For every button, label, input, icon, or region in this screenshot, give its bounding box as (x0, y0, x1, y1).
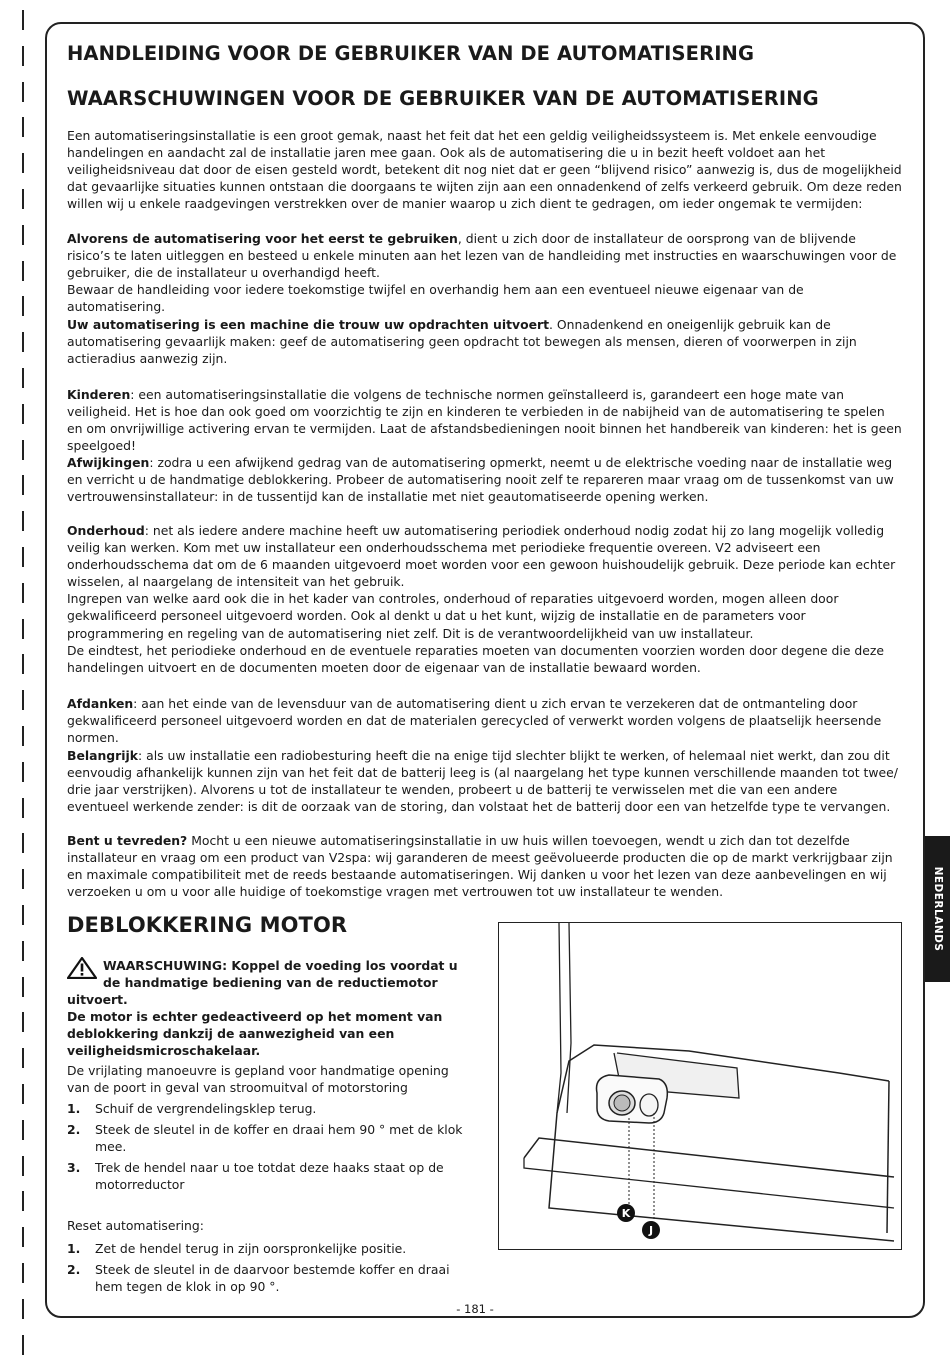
step-item (67, 1240, 472, 1257)
intro-paragraph: Een automatiseringsinstallatie is een groot gemak, naast het feit dat het een geldig veiligheidssysteem is. Met enkele eenvoudige handelingen en aandacht zal de installatie jaren mee gaan. Ook als de automatisering die u in bezit heeft voldoet aan het veiligheidsniveau dat door de eisen gesteld wordt, betekent dit nog niet dat er geen “blijvend risico” aanwezig is, dus de mogelijkheid dat gevaarlijke situaties kunnen ontstaan die doorgaans te wijten zijn aan een onnadenkend of zelfs verkeerd gebruik. Om deze reden willen wij u enkele raadgevingen verstrekken over de manier waarop u zich dient te gedragen, om ieder ongemak te vermijden: (67, 128, 902, 212)
section-heading: Uw automatisering is een machine die trouw uw opdrachten uitvoert (67, 317, 550, 332)
section-paragraph (67, 747, 902, 815)
crop-mark (22, 1120, 24, 1140)
crop-mark (22, 475, 24, 495)
crop-mark (22, 1012, 24, 1032)
section-heading: Alvorens de automatisering voor het eerst te gebruiken (67, 231, 458, 246)
page-number: - 181 - (456, 1302, 494, 1316)
crop-mark (22, 798, 24, 818)
crop-mark (22, 619, 24, 639)
section-text: : een automatiseringsinstallatie die volgens de technische normen geïnstalleerd is, garandeert een hoge mate van veiligheid. Het is hoe dan ook goed om voorzichtig te zijn en kinderen te verbieden in de nabijheid van de automatisering te spelen en om onvrijwillige activering ervan te vermijden. Laat de afstandsbedieningen nooit binnen het handbereik van kinderen: het is geen speelgoed! (67, 387, 902, 454)
section-text: . Onnadenkend en oneigenlijk gebruik kan de automatisering gevaarlijk maken: geef de automatisering geen opdracht tot bewegen als mensen, dieren of voorwerpen in zijn actieradius aanwezig zijn. (67, 317, 857, 367)
label-j: J (648, 1224, 654, 1237)
language-tab-label: NEDERLANDS (931, 866, 944, 952)
crop-mark (22, 440, 24, 460)
reset-title: Reset automatisering: (67, 1218, 204, 1233)
crop-mark (22, 869, 24, 889)
crop-mark (22, 511, 24, 531)
crop-mark (22, 654, 24, 674)
section-text: : als uw installatie een radiobesturing heeft die na enige tijd slechter blijkt te werken, of helemaal niet werkt, dan zou dit eenvoudig afhankelijk kunnen zijn van het feit dat de batterij leeg is (al naargelang het type kunnen verschillende maanden tot twee/ drie jaar verstrijken). Alvorens u tot de installateur te wenden, probeert u de batterij te verwisselen met die van een andere eventueel werkende zender: is dit de oorzaak van de storing, dan volstaat het de batterij door een van hetzelfde type te vervangen. (67, 748, 898, 815)
warnings-title: WAARSCHUWINGEN VOOR DE GEBRUIKER VAN DE AUTOMATISERING (67, 87, 819, 110)
step-item (67, 1159, 472, 1193)
step-text: Trek de hendel naar u toe totdat deze haaks staat op de motorreductor (95, 1160, 444, 1193)
crop-mark (22, 905, 24, 925)
section-heading: Bent u tevreden? (67, 833, 188, 848)
section-text: , dient u zich door de installateur de oorsprong van de blijvende risico’s te laten uitleggen en besteed u enkele minuten aan het lezen van de handleiding met instructies en waarschuwingen voor de gebruiker, die de installateur u overhandigd heeft. Bewaar de handleiding voor iedere toekomstige twijfel en overhandig hem aan een eventueel nieuwe eigenaar van de automatisering. (67, 231, 897, 315)
section-text: : aan het einde van de levensduur van de automatisering dient u zich ervan te verzekeren dat de ontmanteling door gekwalificeerd personeel uitgevoerd worden en dat de materialen gerecycled of verwerkt worden volgens de plaatselijk heersende normen. (67, 696, 882, 746)
section-paragraph (67, 386, 902, 454)
section-paragraph (67, 230, 902, 315)
crop-mark (22, 726, 24, 746)
crop-mark (22, 261, 24, 281)
crop-mark (22, 117, 24, 137)
section-text: : zodra u een afwijkend gedrag van de automatisering opmerkt, neemt u de elektrische voeding naar de installatie weg en verricht u de handmatige deblokkering. Probeer de automatisering nooit zelf te repareren maar vraag om de tussenkomst van uw vertrouwensinstallateur: in de tussentijd kan de installatie met niet geautomatiseerde opening werken. (67, 455, 894, 505)
step-number: 3. (67, 1160, 81, 1176)
crop-mark (22, 404, 24, 424)
step-number: 1. (67, 1101, 81, 1116)
section-heading: Kinderen (67, 387, 131, 402)
warning-block (67, 957, 472, 1060)
crop-mark (22, 332, 24, 352)
language-tab (925, 836, 950, 982)
release-steps-list (67, 1100, 472, 1197)
section-paragraph (67, 832, 902, 900)
section-text: Mocht u een nieuwe automatiseringsinstallatie in uw huis willen toevoegen, wendt u zich dan tot dezelfde installateur en vraag om een product van V2spa: wij garanderen de meest geëvolueerde producten die op de markt verkrijgbaar zijn en maximale compatibiliteit met de reeds bestaande automatiseringen. Wij danken u voor het lezen van deze aanbevelingen en wij verzoeken u om u voor alle huidige of toekomstige vragen met vertrouwen tot uw installateur te wenden. (67, 833, 893, 900)
step-number: 2. (67, 1262, 81, 1278)
section-heading: Onderhoud (67, 523, 145, 538)
section-heading: Afdanken (67, 696, 134, 711)
page-title: HANDLEIDING VOOR DE GEBRUIKER VAN DE AUTOMATISERING (67, 42, 755, 65)
crop-mark (22, 833, 24, 853)
crop-mark (22, 1156, 24, 1176)
crop-marks (22, 0, 26, 1343)
section-paragraph (67, 695, 902, 746)
step-item (67, 1261, 472, 1295)
step-text: Steek de sleutel in de koffer en draai hem 90 ° met de klok mee. (95, 1122, 463, 1155)
section-heading: Belangrijk (67, 748, 138, 763)
step-number: 1. (67, 1241, 81, 1256)
step-text: Steek de sleutel in de daarvoor bestemde koffer en draai hem tegen de klok in op 90 °. (95, 1262, 450, 1295)
crop-mark (22, 583, 24, 603)
crop-mark (22, 189, 24, 209)
section-paragraph (67, 316, 902, 367)
step-item (67, 1100, 472, 1117)
crop-mark (22, 1227, 24, 1247)
crop-mark (22, 10, 24, 30)
crop-mark (22, 46, 24, 66)
crop-mark (22, 1084, 24, 1104)
crop-mark (22, 690, 24, 710)
release-title: DEBLOKKERING MOTOR (67, 913, 348, 937)
crop-mark (22, 1048, 24, 1068)
crop-mark (22, 153, 24, 173)
section-text: : net als iedere andere machine heeft uw automatisering periodiek onderhoud nodig zodat hij zo lang mogelijk volledig veilig kan werken. Kom met uw installateur een onderhoudsschema met periodieke frequentie overeen. V2 adviseert een onderhoudsschema dat om de 6 maanden uitgevoerd moet worden voor een gewoon huishoudelijk gebruik. Deze periode kan echter wisselen, al naargelang de intensiteit van het gebruik. Ingrepen van welke aard ook die in het kader van controles, onderhoud of reparaties uitgevoerd worden, mogen alleen door gekwalificeerd personeel uitgevoerd worden. Ook al denkt u dat u het kunt, wijzig de installatie en de parameters voor programmering en regeling van de automatisering niet zelf. Dit is de verantwoordelijkheid van uw installateur. De eindtest, het periodieke onderhoud en de eventuele reparaties moeten van documenten voorzien worden door degene die deze handelingen uitvoert en de documenten moeten door de eigenaar van de installatie bewaard worden. (67, 523, 896, 675)
step-number: 2. (67, 1122, 81, 1138)
crop-mark (22, 762, 24, 782)
crop-mark (22, 296, 24, 316)
section-paragraph (67, 454, 902, 505)
crop-mark (22, 547, 24, 567)
crop-mark (22, 1191, 24, 1211)
warning-triangle-icon (67, 957, 97, 983)
crop-mark (22, 225, 24, 245)
section-paragraph (67, 522, 902, 676)
crop-mark (22, 1335, 24, 1355)
section-heading: Afwijkingen (67, 455, 150, 470)
label-k: K (621, 1207, 631, 1220)
motor-release-illustration (498, 922, 902, 1250)
crop-mark (22, 977, 24, 997)
warning-text: WAARSCHUWING: Koppel de voeding los voordat u de handmatige bediening van de reductiemotor uitvoert. De motor is echter gedeactiveerd op het moment van deblokkering dankzij de aanwezigheid van een veiligheidsmicroschakelaar. (67, 958, 458, 1059)
crop-mark (22, 1263, 24, 1283)
step-text: Schuif de vergrendelingsklep terug. (95, 1101, 317, 1116)
crop-mark (22, 941, 24, 961)
step-text: Zet de hendel terug in zijn oorspronkelijke positie. (95, 1241, 407, 1256)
step-item (67, 1121, 472, 1155)
reset-steps-list (67, 1240, 472, 1299)
release-intro: De vrijlating manoeuvre is gepland voor handmatige opening van de poort in geval van stroomuitval of motorstoring (67, 1063, 449, 1096)
crop-mark (22, 368, 24, 388)
crop-mark (22, 82, 24, 102)
